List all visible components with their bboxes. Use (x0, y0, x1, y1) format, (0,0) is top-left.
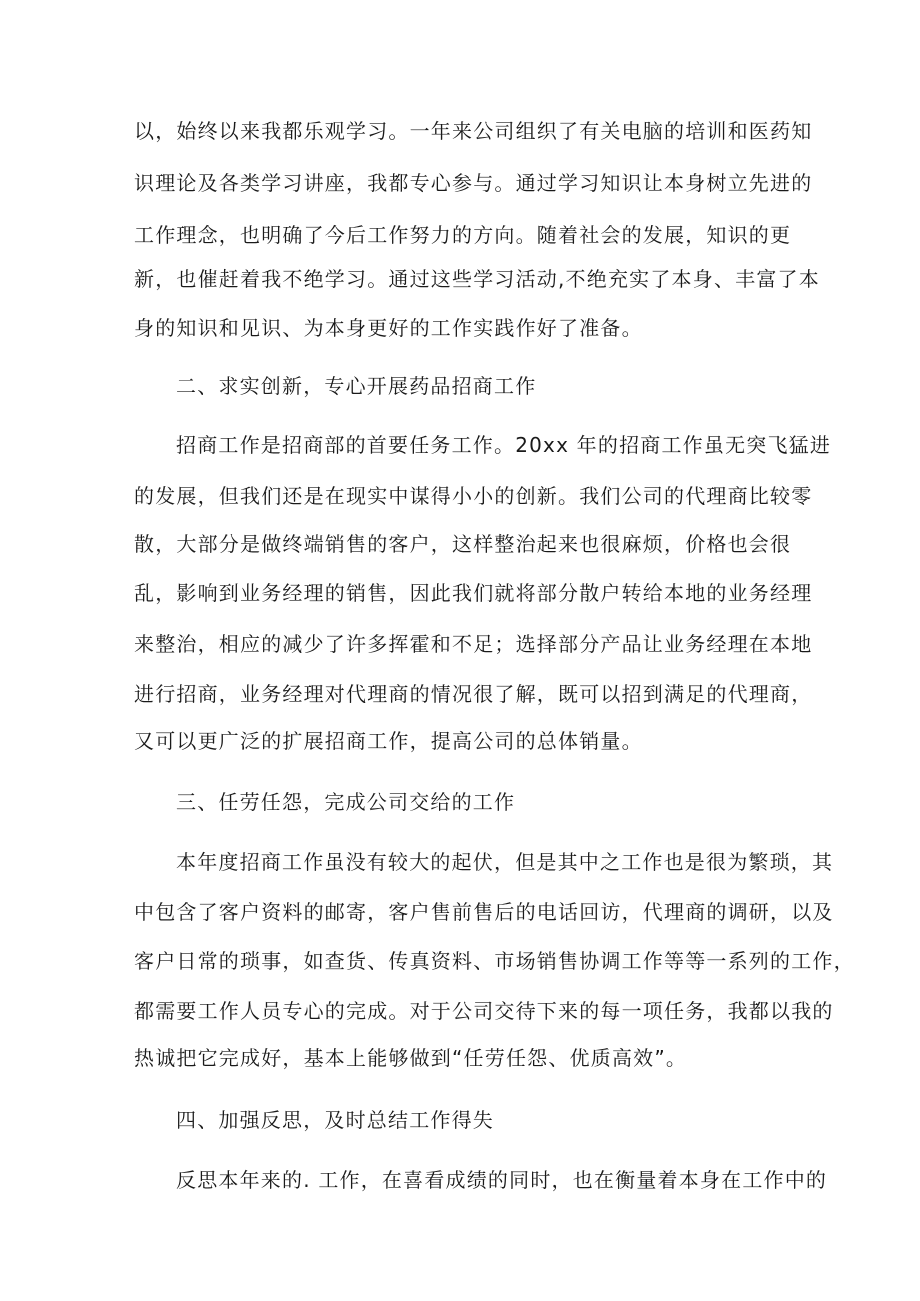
section-heading: 二、求实创新，专心开展药品招商工作 (176, 374, 537, 398)
paragraph-line: 乱，影响到业务经理的销售，因此我们就将部分散户转给本地的业务经理 (134, 581, 813, 605)
paragraph-line: 热诚把它完成好，基本上能够做到“任劳任怨、优质高效”。 (134, 1046, 688, 1070)
paragraph-line: 来整治，相应的减少了许多挥霍和不足；选择部分产品让业务经理在本地 (134, 632, 813, 656)
paragraph-line: 客户日常的琐事，如查货、传真资料、市场销售协调工作等等一系列的工作， (134, 949, 855, 973)
paragraph-line: 反思本年来的. 工作，在喜看成绩的同时，也在衡量着本身在工作中的 (176, 1168, 828, 1192)
paragraph-line: 进行招商，业务经理对代理商的情况很了解，既可以招到满足的代理商， (134, 682, 813, 706)
section-heading: 三、任劳任怨，完成公司交给的工作 (176, 790, 516, 814)
section-heading: 四、加强反思，及时总结工作得失 (176, 1108, 494, 1132)
paragraph-line: 都需要工作人员专心的完成。对于公司交待下来的每一项任务，我都以我的 (134, 999, 834, 1023)
paragraph-line: 以，始终以来我都乐观学习。一年来公司组织了有关电脑的培训和医药知 (134, 119, 813, 143)
paragraph-line: 中包含了客户资料的邮寄，客户售前售后的电话回访，代理商的调研，以及 (134, 900, 834, 924)
paragraph-line: 身的知识和见识、为本身更好的工作实践作好了准备。 (134, 316, 643, 340)
paragraph-line: 的发展，但我们还是在现实中谋得小小的创新。我们公司的代理商比较零 (134, 484, 813, 508)
paragraph-line: 工作理念，也明确了今后工作努力的方向。随着社会的发展，知识的更 (134, 223, 792, 247)
paragraph-line: 新，也催赶着我不绝学习。通过这些学习活动,不绝充实了本身、丰富了本 (134, 267, 820, 291)
paragraph-line: 又可以更广泛的扩展招商工作，提高公司的总体销量。 (134, 729, 643, 753)
paragraph-line: 散，大部分是做终端销售的客户，这样整治起来也很麻烦，价格也会很 (134, 532, 792, 556)
paragraph-line: 本年度招商工作虽没有较大的起伏，但是其中之工作也是很为繁琐，其 (176, 850, 834, 874)
paragraph-line: 识理论及各类学习讲座，我都专心参与。通过学习知识让本身树立先进的 (134, 171, 813, 195)
paragraph-line: 招商工作是招商部的首要任务工作。20xx 年的招商工作虽无突飞猛进 (176, 433, 832, 457)
